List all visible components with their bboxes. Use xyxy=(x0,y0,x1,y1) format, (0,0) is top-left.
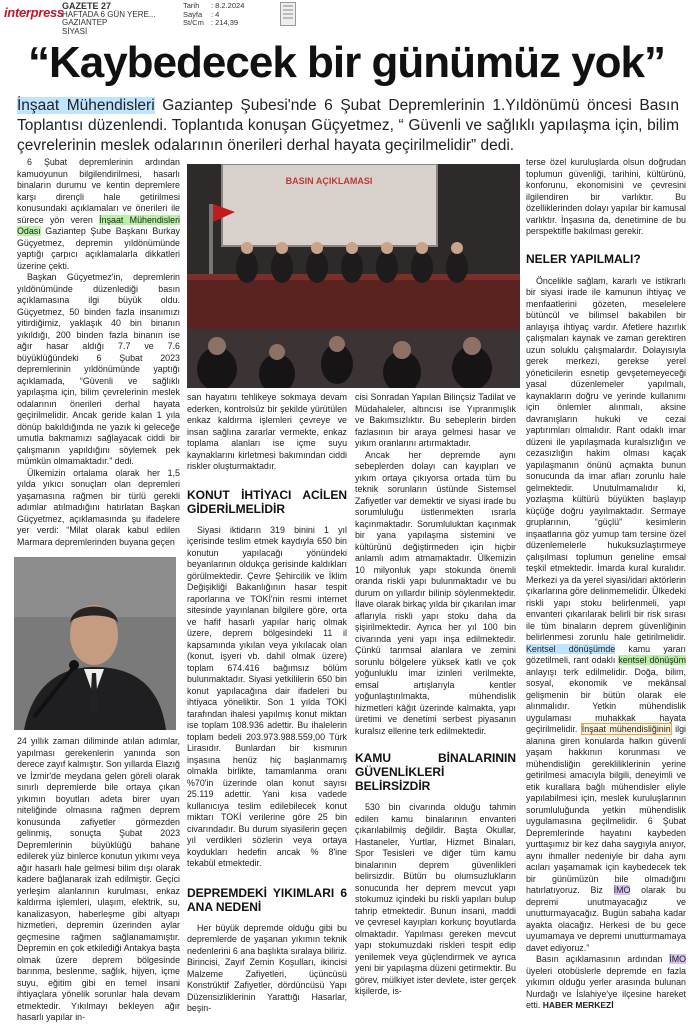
section-line: GAZIANTEP xyxy=(62,18,108,27)
meta-date: Tarih : 8.2.2024 xyxy=(183,1,245,10)
highlight-kentsel-donusum-2: kentsel dönüşüm xyxy=(618,655,686,665)
subheading: NELER YAPILMALI? xyxy=(526,251,641,266)
paragraph: 24 yıllık zaman diliminde atılan adımlar, yapılması gerekenlerin yanında son derece zayıf kalmıştır. Son yıllarda Elazığ ve İzmir'de meydana gelen göreli olarak sınırlı depremlerde bile ortaya çıkan yıkımın boyutları adeta birer uyarı niteliğinde olmasına rağmen deprem konusunda zafiyetler görmezden gelinmiş, sonuçta Şubat 2023 Depremlerinin büyüklüğü bahane edilerek yüz binlerce konutun yıkımı veya ağır hasarlı hale gelmesi bilim dışı olarak kadere bağlanarak izah edilmiştir. Geçici yerleşim alanlarının kurulması, enkaz kaldırma işlemleri, ulaşım, elektrik, su, kanalizasyon, haberleşme gibi altyapı hizmetleri, depremin üzerinden aylar geçmesine rağmen sağlanamamıştır. Depremin en çok etkilediği Antakya başta olmak üzere deprem bölgesinde barınma, beslenme, sağlık, hijyen, içme suyu, eğitim gibi en temel insani ihtiyaçlara yönelik sorunlar hala devam etmektedir. Yıkılmayı bekleyen ağır hasarlı yapılar in- xyxy=(17,736,180,1022)
section-line: SİYASİ xyxy=(62,26,88,36)
lead-text: Gaziantep Şubesi'nde 6 Şubat Depremlerinin 1.Yıldönümü öncesi Basın Toplantısı düzenlendi. Toplantıda konuşan Güçyetmez, “ Güvenli ve sağlıklı yapılaşma için, bilim çevrelerinin meslek odalarının önerileri derhal hayata geçirilmelidir” dedi. xyxy=(17,97,679,154)
paragraph: Ancak her depremde aynı sebeplerden dolayı can kayıpları ve yıkım ortaya çıkıyorsa ortada tüm bu teknik sorunların üstünde Sistemsel Zafiyetler var demektir ve siyasi irade bu sorumluluğu üstlenmekten ısrarla kaçınmaktadır. Sorumluluktan kaçınmak bir yana yapılaşma sistemini ve kültürünü değiştirmeden için hiçbir anlamlı adım atmamaktadır. Ülkemizin 10 milyonluk yapı stokunda önemli oranda riskli yapı bulunmaktadır ve bu durum on yıllardır bilinip söylenmektedir. İlave olarak birkaç yılda bir çıkarılan imar aflarıyla riskli yapı stoku daha da şişirilmektedir. Ayrıca her yıl 100 bin civarında yeni yapı inşa edilmektedir. Çünkü tarımsal alanlara ve zemini sorunlu bölgelere yüksek katlı ve çok yoğunluklu imar izinleri verilmekte, emsal artışlarıyla kentler yoğunlaştırılmakta, mühendislik hizmetleri kâğıt üzerinde kalmakta, yapı üretimi ve denetimi serbest piyasanın kuralsız ellerine terk edilmektedir. xyxy=(355,449,516,736)
article-title: “Kaybedecek bir günümüz yok” xyxy=(27,38,666,87)
highlight-imo: İMO xyxy=(669,954,686,964)
meta-page: Sayfa : 4 xyxy=(183,9,220,19)
publication-info xyxy=(62,2,156,36)
paragraph: Başkan Güçyetmez'in, depremlerin yıldönümünde düzenlediği basın açıklamasına ilgi büyük oldu. Güçyetmez, 50 binden fazla insanımızı yitirdiğimiz, yaklaşık 40 bin binanın yıkıldığı, 200 binden fazla binanın ise ağır hasar aldığı 7.7 ve 7.6 büyüklüğündeki 6 Şubat 2023 depremlerinin yıldönümünde yaptığı açıklamada, “Güvenli ve sağlıklı yapılaşma için, bilim çevrelerinin meslek odalarının önerileri derhal hayata geçirilmelidir. Ancak geride kalan 1 yıla dönüp bakıldığında ne yazık ki geleceğe umutla bakmamızı sağlayacak ciddi bir çalışmanın yapıldığını söylemek pek mümkün olmamaktadır.” dedi. xyxy=(17,272,180,466)
portrait-illustration xyxy=(14,557,176,730)
paragraph: Öncelikle sağlam, kararlı ve istikrarlı bir siyasi irade ile kamunun ihtiyaç ve menfaatlerini gözeten, meselelere bütüncül ve bilimsel bakabilen bir anlayışa ihtiyaç vardır. Afetlere hazırlık çalışmaları kaynak ve zaman gerektiren uzun soluklu çalışmalardır. Dolayısıyla gerek merkezi, gerekse yerel yöneticilerin esnetip gevşetemeyeceği yasal düzenlemeler yapılmalı, kaynakların doğru ve yerinde kullanımı için önlemler alınmalı, aksine davranışların hukuki ve cezai yaptırımları olmalıdır. Rant odaklı imar düzeni ile yapılaşmada kuralsızlığın ve cezasızlığın hakim olması kaçak yapılaşmanın önünü açmakta bunun sonucunda da imar afları zorunlu hale gelmektedir. Unutulmamalıdır ki, yozlaşma kültürü büyükten başlayıp küçüğe doğru yayılmaktadır. Sermaye gruplarının, “güçlü” kesimlerin inşaatlarına göz yumup tam tersine özel düzenlemelerle hukuksuzlaştırmeye çalışılması toplumun geneline emsal teşkil etmektedir. İmarda kural kuralıdır. Merkezi ya da yerel siyasi/idari aktörlerin çıkarlarına göre delinmemelidir. Ülkedeki riskli yapı stoku belirlenmeli, yapı envanteri çıkarılarak belirli bir risk sırası ile tüm binaların deprem güvenliğinin belirlenmesi zorunlu hale getirilmelidir. Kentsel dönüşümde kamu yararı gözetilmeli, rant odaklı kentsel dönüşüm anlayışı terk edilmelidir. Doğa, bilim, sosyal, ekonomik ve mekânsal gelişmenin bir bütün olarak ele alınmalıdır. Yetkin mühendislik uygulaması muhakkak hayata geçirilmelidir. İnşaat mühendisliğinin ilgi alanına giren konularda halkın güvenli yaşam hakkının korunması ve mühendisliğin gerekliliklerinin yerine getirilmesi amacıyla bilgili, deneyimli ve etik kurallara bağlı mühendisler eliyle yapılabilmesi için, meslek kuruluşlarının sorumluluğunda yetkin mühendislik uygulamasına geçilmelidir. 6 Şubat Depremlerinde hayatını kaybeden yurttaşımız bir kez daha saygıyla anıyor, aynı ihmaller nedeniyle bir daha aynı acıları yaşamamak için kaybedecek tek bir günümüzün bile olmadığını hatırlatıyoruz. Biz İMO olarak bu depremi unutmayacağız ve unutturmayacağız. Bugün sabaha kadar ayakta olacağız. Herkesi de bu gece uyumamaya ve depremi unutturmamaya davet ediyoruz.” xyxy=(526,275,687,953)
meta-area: St/Cm : 214,39 xyxy=(183,18,239,27)
clip-meta xyxy=(183,2,244,28)
article-author: HABER MERKEZİ xyxy=(542,1000,614,1010)
column-2 xyxy=(187,392,347,1015)
paragraph: terse özel kuruluşlarda olsun doğrudan toplumun güvenliği, tarihini, kültürünü, konforunu, ekonomisini ve çevresini ilgilendiren bir varlıktır. Bu özelliklerinden dolayı yapılar bir kamusal varlıktır. İnşasına da, denetimine de bu perspektifle bakılması gerekir. xyxy=(526,157,686,236)
highlight-kentsel-donusum: Kentsel dönüşümde xyxy=(526,643,616,654)
highlight-imo: İnşaat Mühendisleri Odası xyxy=(17,214,181,236)
press-conference-photo xyxy=(187,164,520,388)
subheading: KONUT İHTİYACI ACİLEN GİDERİLMELİDİR xyxy=(187,487,347,516)
paragraph: Basın açıklamasının ardından İMO üyeleri otobüslerle depremde en fazla yıkımın olduğu yerler arasında bulunan Nurdağı ve İslahiye'ye ilçesine hareket etti. HABER MERKEZİ xyxy=(526,954,686,1010)
column-3 xyxy=(355,392,516,998)
page-thumbnail xyxy=(280,2,296,26)
subheading: KAMU BİNALARININ GÜVENLİKLERİ BELİRSİZDİR xyxy=(355,751,516,793)
paragraph: Siyasi iktidarın 319 binini 1 yıl içerisinde teslim etmek kaydıyla 650 bin konutun yapılacağı yönündeki beyanlarının oldukça gerisinde kaldıkları görülmektedir. Çevre Şehircilik ve İklim Değişikliği Bakanlığının hasar tespit raporlarına ve TOKİ'nin resmi internet sitesinde yayınlanan bilgilere göre, orta ve hafif hasarlı yapılar hariç olmak üzere, deprem bölgesindeki 11 il kapsamında yıkılan veya yıkılacak olan (konut, işyeri vb. dahil olmak üzere) toplam 674.416 bağımsız bölüm bulunmaktadır. Siyasi yetkililerin 650 bin konut yapılacağına dair ifadeleri bu ihtiyaca yöneliktir. Son 1 yılda TOKİ tarafından ihalesi yapılmış konut miktarı ise toplam 108.936 adettir. Bu ihalelerin toplam bedeli 203.973.988.559,00 Türk Lirasıdır. Bunlardan bir kısmının inşasına henüz hiç başlanmamış olmakla birlikte, tamamlanma oranı %70'in üzerinde olan konut sayısı 25.119 adettir. Yani kısa vadede kullanıcıya teslim edilebilecek konut miktarı TOKİ verilerine göre 25 bin civarındadır. Bu durum siyasilerin geçen yıl verdikleri sözlerin veya ortaya koydukları hedefin ancak % 8'ine tekabül etmektedir. xyxy=(187,524,347,868)
paragraph: 530 bin civarında olduğu tahmin edilen kamu binalarının envanteri çıkarılabilmiş değildir. Başta Okullar, Hastaneler, Yurtlar, Hizmet Binaları, Spor Tesisleri ve diğer tüm kamu binalarının deprem güvenlikleri belirsizdir. Bütün bu olumsuzlukların sonucunda her deprem mevcut yapı stokumuz içindeki bu riskli yapıları bulup tahrip etmektedir. Bunun insani, maddi ve çevresel kayıpları korkunç boyutlarda olmaktadır. Yapılması gereken mevcut yapı stokumuzdaki riskleri tespit edip yenilemek veya güçlendirmek ve ayrıca yeni bir yapılaşma düzeni getirmektir. Bu görev, mülkiyet ister devlete, ister gerçek kişilerde, is- xyxy=(355,802,516,996)
portrait-photo xyxy=(14,557,176,730)
paragraph: Her büyük depremde olduğu gibi bu depremlerde de yaşanan yıkımın teknik nedenlerini 6 ana başlıkta sıralaya biliriz. Birincisi, Zayıf Zemin Koşulları, ikincisi Malzeme Zafiyetleri, üçüncüsü Konstrüktif Zafiyetler, dördüncüsü Yapı Düzensizliklerinin Yarattığı Hasarlar, beşin- xyxy=(187,922,347,1013)
column-1-bottom xyxy=(17,736,180,1024)
highlight-imo: İMO xyxy=(613,885,631,895)
highlight-insaat-muhendisligi: İnşaat mühendisliğinin xyxy=(581,724,671,734)
photo-banner-text: BASIN AÇIKLAMASI xyxy=(285,176,373,186)
lead-highlight: İnşaat Mühendisleri xyxy=(17,97,155,114)
paragraph: 6 Şubat depremlerinin ardından kamuoyunun bilgilendirilmesi, hasarlı binaların durumu ve kentin depremlere karşı dirençli hale getirilmesi konusundaki açıklamaları ve önerileri ile sürece yön veren İnşaat Mühendisleri Odası Gaziantep Şube Başkanı Burkay Güçyetmez, depremin yıldönümünde yaptığı çarpıcı açıklamalarla dikkatleri üzerine çekti. xyxy=(17,157,181,271)
paragraph: san hayatını tehlikeye sokmaya devam ederken, kontrolsüz bir şekilde yürütülen enkaz kaldırma işlemleri çevreye ve insan sağlına zararlar vermekte, enkaz toplama alanları ise içme suyu kaynaklarını kirletmesi bakımından ciddi riskler oluşturmaktadır. xyxy=(187,392,347,471)
paragraph: Ülkemizin ortalama olarak her 1,5 yılda yıkıcı sonuçları olan depremleri yaşamasına rağmen bir türlü gerekli adımlar atılmadığını hatırlatan Başkan Güçyetmez, açıklamasında şu ifadelere yer verdi: “Milat olarak kabul edilen Marmara depremlerinden buyana geçen xyxy=(17,467,180,547)
press-conference-illustration xyxy=(187,164,520,388)
subheading: DEPREMDEKİ YIKIMLARI 6 ANA NEDENİ xyxy=(187,885,347,914)
paragraph: cisi Sonradan Yapılan Bilinçsiz Tadilat ve Müdahaleler, altıncısı ise Yıpranmışlık ve Bakımsızlıktır. Bu sebeplerin birden fazlasının bir araya gelmesi hasar ve yıkım oranlarını artırmaktadır. xyxy=(355,392,516,448)
column-4 xyxy=(526,157,686,1012)
column-1-top xyxy=(17,157,180,548)
publication-name: GAZETE 27 xyxy=(62,1,112,11)
interpress-logo: interpress xyxy=(4,5,64,20)
section-line: HAFTADA 6 GÜN YERE... xyxy=(62,9,156,19)
article-lead xyxy=(17,96,679,156)
